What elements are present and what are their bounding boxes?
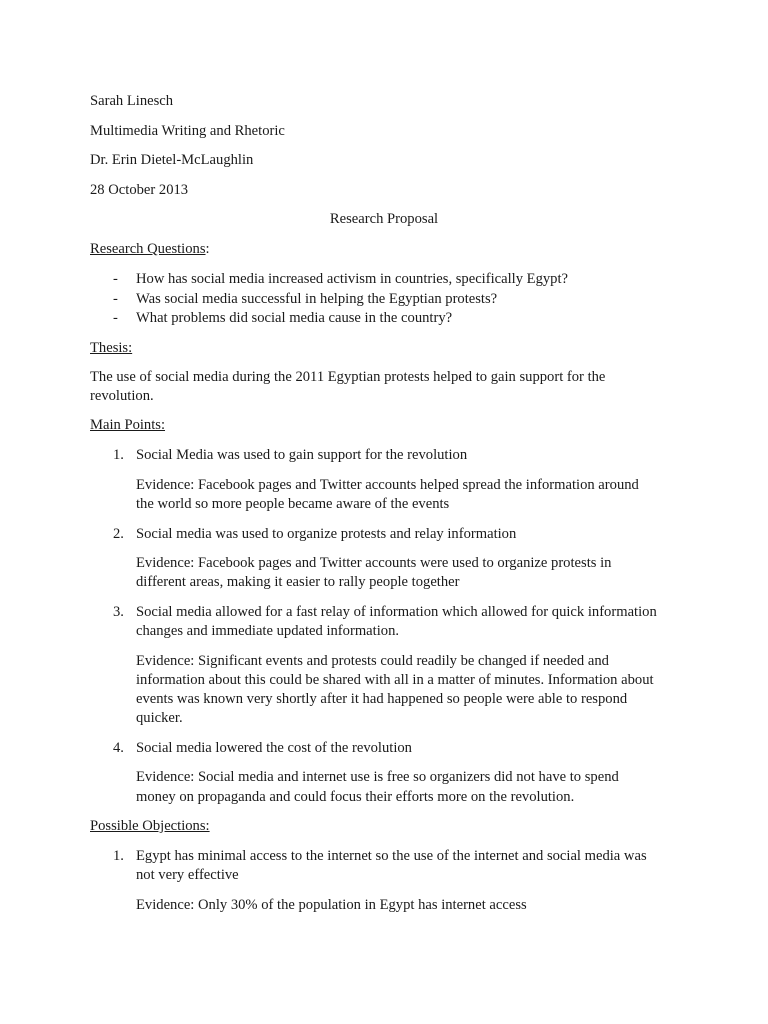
objection-text: not very effective [136,867,239,883]
document-title: Research Proposal [329,211,439,227]
evidence-text: Evidence: Facebook pages and Twitter accounts helped spread the information around [136,477,639,493]
bullet-dash: - [113,310,118,326]
course-name: Multimedia Writing and Rhetoric [90,123,285,139]
main-point-text: Social media allowed for a fast relay of information which allowed for quick information [136,604,657,620]
research-questions-heading [90,240,210,258]
list-number: 4. [113,740,124,756]
author-name: Sarah Linesch [90,93,174,109]
objection-text: Egypt has minimal access to the internet so the use of the internet and social media was [136,848,647,864]
list-number: 1. [113,447,124,463]
research-question-item: What problems did social media cause in the country? [136,310,453,326]
main-point-text: changes and immediate updated information. [136,623,400,639]
bullet-dash: - [113,271,118,287]
main-point-text: Social media lowered the cost of the revolution [136,740,412,756]
main-point-text: Social Media was used to gain support for the revolution [136,447,468,463]
research-question-item: How has social media increased activism in countries, specifically Egypt? [136,271,568,287]
evidence-text: quicker. [136,710,183,726]
evidence-text: Evidence: Significant events and protests could readily be changed if needed and [136,653,609,669]
research-question-item: Was social media successful in helping the Egyptian protests? [136,291,498,307]
thesis-text-line: revolution. [90,388,154,404]
instructor-name: Dr. Erin Dietel-McLaughlin [90,152,254,168]
evidence-text: Evidence: Only 30% of the population in Egypt has internet access [136,897,527,913]
evidence-text: events was known very shortly after it had happened so people were able to respond [136,691,628,707]
research-questions-colon: : [205,241,210,257]
thesis-text-line: The use of social media during the 2011 Egyptian protests helped to gain support for the [90,369,606,385]
objections-heading: Possible Objections: [90,818,210,834]
research-questions-heading-text: Research Questions [90,241,206,257]
evidence-text: Evidence: Social media and internet use is free so organizers did not have to spend [136,769,619,785]
evidence-text: information about this could be shared with all in a matter of minutes. Information about [136,672,654,688]
evidence-text: different areas, making it easier to rally people together [136,574,460,590]
list-number: 3. [113,604,124,620]
list-number: 1. [113,848,124,864]
document-date: 28 October 2013 [90,182,189,198]
evidence-text: the world so more people became aware of the events [136,496,450,512]
evidence-text: money on propaganda and could focus their efforts more on the revolution. [136,789,575,805]
thesis-heading: Thesis: [90,340,133,356]
bullet-dash: - [113,291,118,307]
evidence-text: Evidence: Facebook pages and Twitter accounts were used to organize protests in [136,555,612,571]
list-number: 2. [113,526,124,542]
main-points-heading: Main Points: [90,417,166,433]
main-point-text: Social media was used to organize protests and relay information [136,526,517,542]
